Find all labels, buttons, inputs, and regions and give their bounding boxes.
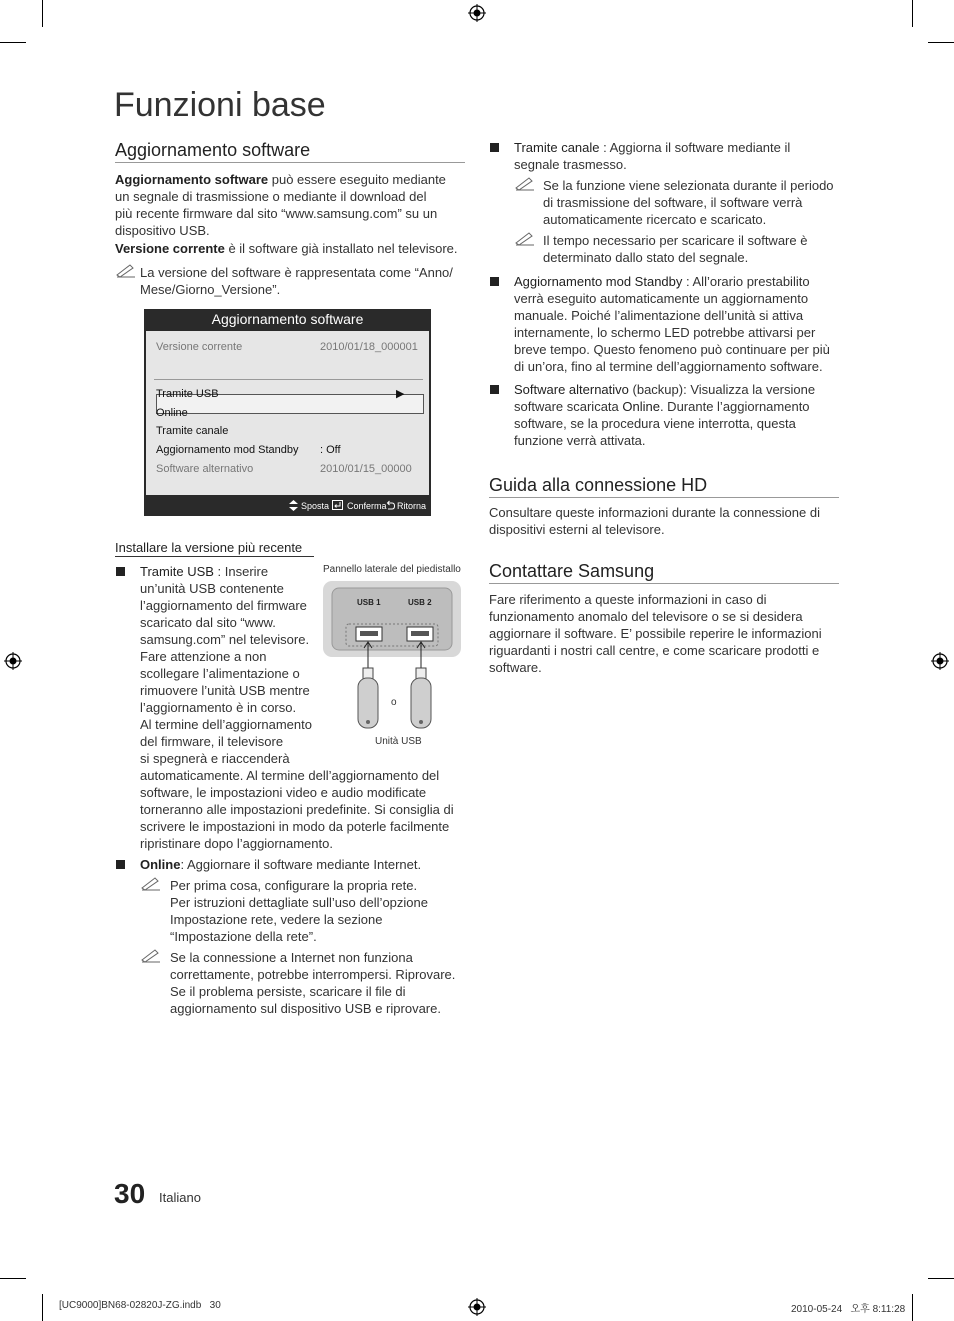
section-heading-contact: Contattare Samsung: [489, 561, 655, 581]
intro-paragraph: [115, 171, 465, 239]
note-line: “Impostazione della rete”.: [170, 929, 317, 944]
usb-bold: Tramite USB: [140, 564, 214, 579]
section-heading-software-update: Aggiornamento software: [115, 140, 311, 160]
standby-line: verrà eseguito automaticamente un aggiornamento: [514, 291, 809, 306]
usb1-port-label: USB 1: [357, 598, 381, 607]
usb-line: samsung.com” nel televisore.: [140, 632, 310, 647]
crop-mark: [42, 1294, 43, 1321]
menu-item-online[interactable]: Online: [156, 407, 188, 419]
section-heading-hd-guide: Guida alla connessione HD: [489, 475, 708, 495]
intro-line: può essere eseguito mediante: [268, 172, 446, 187]
online-note-2: [170, 949, 465, 1017]
move-updown-icon: [289, 500, 298, 511]
usb-line: ripristinare dopo l’aggiornamento.: [140, 836, 333, 851]
usb-line: automaticamente. Al termine dell’aggiornamento del: [140, 768, 440, 783]
note-pencil-icon: [140, 875, 162, 891]
canale-bold: Tramite canale: [514, 140, 600, 155]
canale-line: segnale trasmesso.: [514, 157, 627, 172]
standby-paragraph: [514, 273, 839, 375]
intro-line: dispositivo USB.: [115, 223, 210, 238]
version-paragraph: [115, 240, 465, 257]
note-line: di trasmissione del software, il software verrà: [543, 195, 803, 210]
alt-bold: Software alternativo: [514, 382, 629, 397]
footer-back: Ritorna: [397, 501, 427, 511]
canale-line: : Aggiorna il software mediante il: [599, 140, 791, 155]
figure-caption-bottom: Unità USB: [375, 736, 422, 747]
intro-bold: Aggiornamento software: [115, 172, 269, 187]
bullet-square-icon: [116, 860, 125, 869]
crop-mark: [912, 1294, 913, 1321]
crop-mark: [42, 0, 43, 27]
hd-line: Consultare queste informazioni durante la connessione di: [489, 505, 820, 520]
menu-item-alternative[interactable]: Software alternativo: [156, 463, 254, 475]
usb-line: scrivere le impostazioni in modo da poterle facilmente: [140, 819, 450, 834]
online-bold: Online: [140, 857, 181, 872]
crop-mark: [912, 0, 913, 27]
usb-line: l’aggiornamento è in corso.: [140, 700, 297, 715]
return-icon: [386, 500, 395, 510]
alt-line: software scaricata: [514, 399, 623, 414]
menu-item-tramite-usb[interactable]: Tramite USB: [156, 388, 219, 400]
crop-mark: [0, 1278, 26, 1279]
file-info: [UC9000]BN68-02820J-ZG.indb 30: [59, 1300, 221, 1311]
standby-line: breve tempo. Questo fenomeno può continuare per più: [514, 342, 830, 357]
usb-line: l’aggiornamento del firmware: [140, 598, 307, 613]
note-line: Se il problema persiste, scaricare il file di: [170, 984, 406, 999]
footer-move: Sposta: [301, 501, 330, 511]
canale-note-1: [543, 177, 843, 228]
usb-line: rimuovere l’unità USB mentre: [140, 683, 310, 698]
page-number: 30: [114, 1178, 146, 1209]
note-line: Impostazione rete, vedere la sezione: [170, 912, 383, 927]
usb-paragraph-narrow: [140, 563, 320, 767]
bullet-square-icon: [490, 277, 499, 286]
alt-paragraph: [514, 381, 839, 449]
menu-current-value: 2010/01/18_000001: [320, 341, 418, 353]
note-line: automaticamente ricercato e scaricato.: [543, 212, 767, 227]
alt-online-bold: Online: [622, 399, 660, 414]
contact-line: funzionamento anomalo del televisore o se si desidera: [489, 609, 803, 624]
menu-item-alternative-value: 2010/01/15_00000: [320, 463, 412, 475]
usb-line: : Inserire: [213, 564, 269, 579]
page-title: Funzioni base: [114, 86, 326, 124]
usb-line: un’unità USB contenente: [140, 581, 284, 596]
standby-line: internamente, lo schermo LED potrebbe attivarsi per: [514, 325, 816, 340]
footer-language: Italiano: [159, 1190, 201, 1205]
usb-line: si spegnerà e riaccenderà: [140, 751, 290, 766]
usb-line: Fare attenzione a non: [140, 649, 267, 664]
registration-mark-icon: [468, 4, 486, 22]
figure-caption-top: Pannello laterale del piedistallo: [323, 564, 461, 575]
menu-divider: [154, 379, 423, 380]
footer-confirm: Conferma: [347, 501, 387, 511]
online-note-1: [170, 877, 465, 945]
alt-line: . Durante l’aggiornamento: [659, 399, 810, 414]
registration-mark-icon: [931, 652, 949, 670]
note-line: Per istruzioni dettagliate sull’uso dell’opzione: [170, 895, 428, 910]
hd-paragraph: [489, 504, 839, 538]
intro-line: più recente firmware dal sito “www.samsung.com” su un: [115, 206, 438, 221]
version-note: [140, 264, 465, 298]
crop-mark: [0, 42, 26, 43]
menu-body: [146, 331, 429, 495]
canale-paragraph: [514, 139, 839, 173]
intro-line: un segnale di trasmissione o mediante il download del: [115, 189, 427, 204]
usb-line: software, le impostazioni video e audio modificate: [140, 785, 427, 800]
note-line: correttamente, potrebbe interrompersi. Riprovare.: [170, 967, 456, 982]
enter-icon: [332, 500, 343, 510]
menu-item-tramite-canale[interactable]: Tramite canale: [156, 425, 229, 437]
registration-mark-icon: [4, 652, 22, 670]
alt-line: (backup): Visualizza la versione: [628, 382, 816, 397]
install-heading-underline: [115, 556, 314, 557]
figure-or-label: o: [391, 697, 397, 708]
section-divider: [115, 162, 465, 163]
alt-line: funzione verrà attivata.: [514, 433, 646, 448]
usb-paragraph-wide: [140, 767, 465, 852]
online-paragraph: [140, 856, 465, 873]
crop-mark: [928, 42, 954, 43]
menu-footer: [144, 495, 431, 516]
install-heading: Installare la versione più recente: [115, 540, 303, 555]
note-line: Il tempo necessario per scaricare il software è: [543, 233, 808, 248]
bullet-square-icon: [116, 567, 125, 576]
note-pencil-icon: [514, 175, 536, 191]
contact-line: Fare riferimento a queste informazioni in caso di: [489, 592, 767, 607]
contact-line: software.: [489, 660, 542, 675]
note-pencil-icon: [514, 230, 536, 246]
registration-mark-icon: [468, 1298, 486, 1316]
menu-title: Aggiornamento software: [211, 311, 364, 327]
usb-line: scaricato dal sito “www.: [140, 615, 276, 630]
note-line: Se la connessione a Internet non funziona: [170, 950, 413, 965]
note-line: Per prima cosa, configurare la propria rete.: [170, 878, 418, 893]
note-line: determinato dallo stato del segnale.: [543, 250, 749, 265]
alt-line: software, se la procedura viene interrotta, questa: [514, 416, 796, 431]
note-pencil-icon: [115, 262, 137, 278]
canale-note-2: [543, 232, 843, 266]
version-text: è il software già installato nel televisore.: [224, 241, 458, 256]
usb-line: scollegare l’alimentazione o: [140, 666, 300, 681]
standby-line: manuale. Poiché l’alimentazione dell’unità si attiva: [514, 308, 804, 323]
note-line: La versione del software è rappresentata come “Anno/: [140, 265, 453, 280]
usb-line: torneranno alle impostazioni predefinite. Si consiglia di: [140, 802, 454, 817]
section-divider: [489, 583, 839, 584]
standby-line: di un’ora, fino al termine dell’aggiornamento software.: [514, 359, 823, 374]
usb-line: del firmware, il televisore: [140, 734, 284, 749]
crop-mark: [928, 1278, 954, 1279]
contact-line: aggiornare il software. E’ possibile reperire le informazioni: [489, 626, 822, 641]
contact-line: riguardanti i nostri call centre, e come scaricare prodotti e: [489, 643, 820, 658]
usb2-port-label: USB 2: [408, 598, 432, 607]
menu-item-standby[interactable]: Aggiornamento mod Standby: [156, 444, 299, 456]
online-text: : Aggiornare il software mediante Internet.: [180, 857, 422, 872]
note-line: aggiornamento sul dispositivo USB e riprovare.: [170, 1001, 441, 1016]
menu-arrow-right-icon: ▶: [396, 388, 405, 400]
contact-paragraph: [489, 591, 839, 676]
software-update-menu: [144, 309, 431, 516]
usb-line: Al termine dell’aggiornamento: [140, 717, 312, 732]
note-pencil-icon: [140, 947, 162, 963]
standby-bold: Aggiornamento mod Standby: [514, 274, 683, 289]
print-date: 2010-05-24 오후 8:11:28: [791, 1304, 906, 1315]
bullet-square-icon: [490, 143, 499, 152]
note-line: Se la funzione viene selezionata durante il periodo: [543, 178, 834, 193]
usb-panel-illustration: [322, 580, 462, 735]
menu-item-standby-value: : Off: [320, 444, 341, 456]
version-bold: Versione corrente: [115, 241, 225, 256]
standby-line: : All’orario prestabilito: [682, 274, 810, 289]
section-divider: [489, 497, 839, 498]
bullet-square-icon: [490, 385, 499, 394]
hd-line: dispositivi esterni al televisore.: [489, 522, 665, 537]
menu-current-label: Versione corrente: [156, 341, 243, 353]
note-line: Mese/Giorno_Versione”.: [140, 282, 281, 297]
